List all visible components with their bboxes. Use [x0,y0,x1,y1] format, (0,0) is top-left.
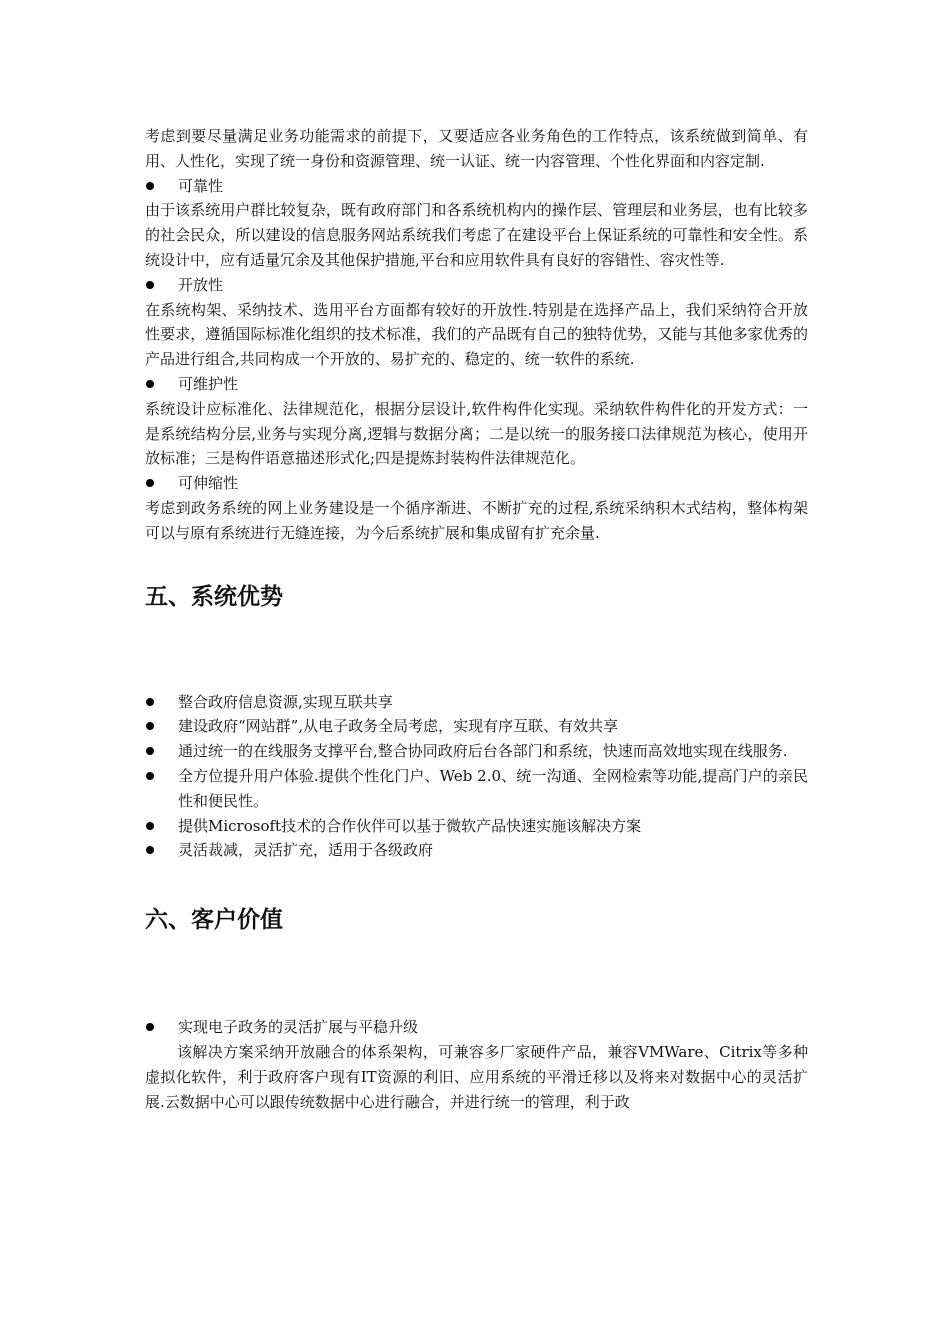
list-item: 提供Microsoft技术的合作伙伴可以基于微软产品快速实施该解决方案 [145,814,808,839]
feature-title-maintainability: 可维护性 [145,372,808,397]
customer-value-list [145,1015,808,1040]
feature-text-openness: 在系统构架、采纳技术、选用平台方面都有较好的开放性.特别是在选择产品上，我们采纳符合开放性要求，遵循国际标准化组织的技术标准，我们的产品既有自己的独特优势，又能与其他多家优秀的产品进行组合,共同构成一个开放的、易扩充的、稳定的、统一软件的系统. [145,300,808,369]
feature-title-scalability: 可伸缩性 [145,471,808,496]
list-item: 灵活裁减，灵活扩充，适用于各级政府 [145,838,808,863]
section5-heading: 五、系统优势 [145,583,283,610]
list-item: 通过统一的在线服务支撑平台,整合协同政府后台各部门和系统，快速而高效地实现在线服务. [145,739,808,764]
feature-text-reliability: 由于该系统用户群比较复杂，既有政府部门和各系统机构内的操作层、管理层和业务层，也有比较多的社会民众，所以建设的信息服务网站系统我们考虑了在建设平台上保证系统的可靠性和安全性。系统设计中，应有适量冗余及其他保护措施,平台和应用软件具有良好的容错性、容灾性等. [145,201,808,269]
intro-paragraph: 考虑到要尽量满足业务功能需求的前提下，又要适应各业务角色的工作特点，该系统做到简单、有用、人性化，实现了统一身份和资源管理、统一认证、统一内容管理、个性化界面和内容定制. [145,127,808,170]
feature-title-openness: 开放性 [145,273,808,298]
document-page [145,124,808,1114]
list-item: 整合政府信息资源,实现互联共享 [145,690,808,715]
advantages-list [145,690,808,864]
feature-text-maintainability: 系统设计应标准化、法律规范化，根据分层设计,软件构件化实现。采纳软件构件化的开发方式：一是系统结构分层,业务与实现分离,逻辑与数据分离；二是以统一的服务接口法律规范为核心，使用开放标准；三是构件语意描述形式化;四是提炼封装构件法律规范化。 [145,399,808,468]
list-item: 建设政府“网站群”,从电子政务全局考虑，实现有序互联、有效共享 [145,714,808,739]
list-item: 全方位提升用户体验.提供个性化门户、Web 2.0、统一沟通、全网检索等功能,提高门户的亲民性和便民性。 [145,764,808,814]
feature-text-scalability: 考虑到政务系统的网上业务建设是一个循序渐进、不断扩充的过程,系统采纳积木式结构，整体构架可以与原有系统进行无缝连接，为今后系统扩展和集成留有扩充余量. [145,498,808,542]
section6-heading: 六、客户价值 [145,907,283,934]
feature-title-reliability: 可靠性 [145,174,808,199]
customer-value-paragraph: 该解决方案采纳开放融合的体系架构，可兼容多厂家硬件产品，兼容VMWare、Citrix等多种虚拟化软件，利于政府客户现有IT资源的利旧、应用系统的平滑迁移以及将来对数据中心的灵活扩展.云数据中心可以跟传统数据中心进行融合，并进行统一的管理，利于政 [145,1042,808,1111]
list-item: 实现电子政务的灵活扩展与平稳升级 [145,1015,808,1040]
